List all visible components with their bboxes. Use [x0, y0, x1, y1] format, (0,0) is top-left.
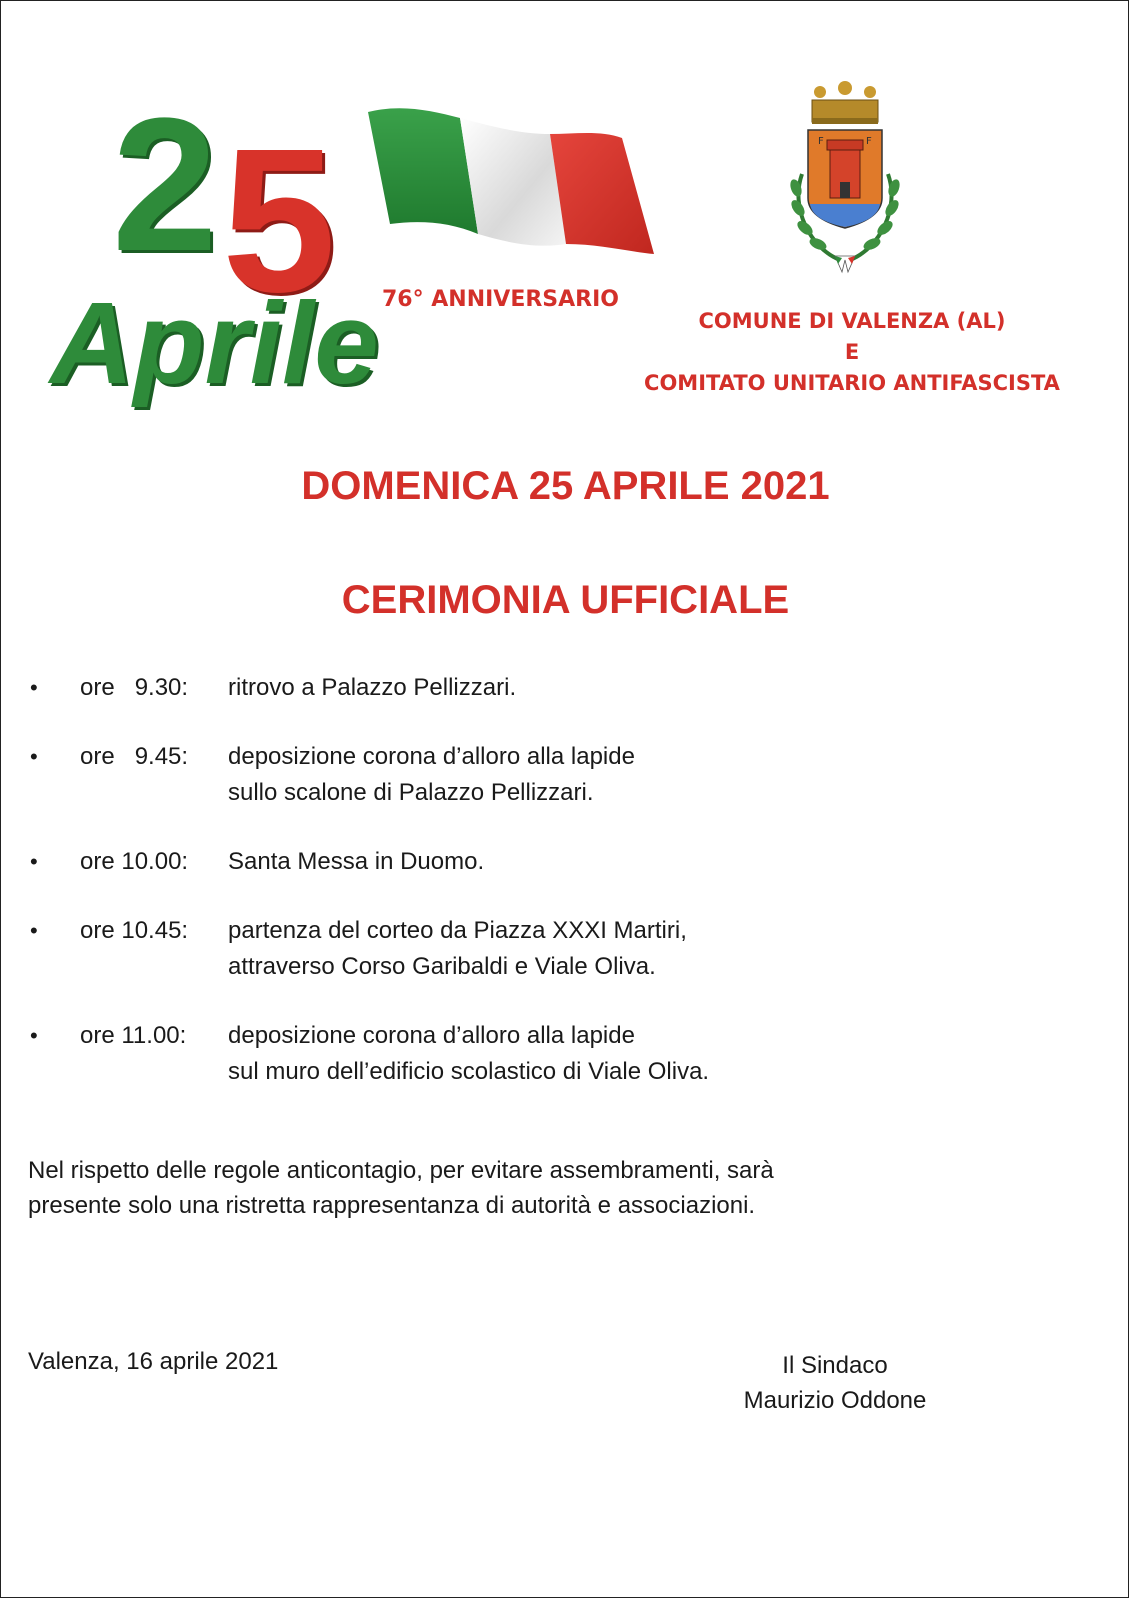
schedule-time: ore 9.45:	[80, 743, 189, 770]
schedule-item	[30, 739, 1090, 811]
valenza-coat-of-arms-icon	[780, 78, 910, 278]
schedule-item	[30, 844, 1090, 880]
logo-number-2: 2	[112, 79, 212, 291]
notice-line: Nel rispetto delle regole anticontagio, per evitare assembramenti, sarà	[28, 1157, 774, 1184]
italian-flag-icon	[360, 104, 660, 264]
anniversary-label: 76° ANNIVERSARIO	[382, 287, 620, 312]
schedule-description: sul muro dell’edificio scolastico di Viale Oliva.	[228, 1058, 710, 1085]
logo-word-aprile: Aprile	[50, 278, 379, 408]
event-date-heading: DOMENICA 25 APRILE 2021	[301, 464, 830, 508]
schedule-time: ore 11.00:	[80, 1022, 187, 1049]
signatory-role: Il Sindaco	[782, 1352, 888, 1379]
svg-text:F: F	[866, 136, 872, 147]
schedule-description: attraverso Corso Garibaldi e Viale Oliva.	[228, 953, 656, 980]
schedule-list	[30, 670, 1090, 1123]
svg-text:F: F	[818, 136, 824, 147]
schedule-description: sullo scalone di Palazzo Pellizzari.	[228, 779, 594, 806]
logo-25-aprile	[40, 79, 660, 430]
signature-block	[700, 1348, 970, 1418]
schedule-description: partenza del corteo da Piazza XXXI Martiri,	[228, 917, 687, 944]
organizer-conjunction: E	[844, 340, 860, 364]
ceremony-heading: CERIMONIA UFFICIALE	[341, 578, 790, 622]
schedule-description: deposizione corona d’alloro alla lapide	[228, 1022, 635, 1049]
covid-notice	[28, 1153, 1108, 1223]
bullet-icon: •	[30, 675, 38, 700]
logo-number-5: 5	[222, 106, 337, 335]
organizers-block	[612, 306, 1092, 399]
place-and-date: Valenza, 16 aprile 2021	[28, 1348, 279, 1375]
bullet-icon: •	[30, 744, 38, 769]
bullet-icon: •	[30, 918, 38, 943]
signatory-name: Maurizio Oddone	[743, 1387, 927, 1414]
schedule-item	[30, 1018, 1090, 1090]
schedule-item	[30, 913, 1090, 985]
organizer-comune: COMUNE DI VALENZA (AL)	[698, 309, 1006, 333]
bullet-icon: •	[30, 849, 38, 874]
schedule-description: Santa Messa in Duomo.	[228, 848, 485, 875]
schedule-item	[30, 670, 1090, 706]
schedule-description: deposizione corona d’alloro alla lapide	[228, 743, 635, 770]
schedule-time: ore 10.00:	[80, 848, 189, 875]
schedule-time: ore 9.30:	[80, 674, 189, 701]
schedule-description: ritrovo a Palazzo Pellizzari.	[228, 674, 517, 701]
schedule-time: ore 10.45:	[80, 917, 189, 944]
notice-line: presente solo una ristretta rappresentanza di autorità e associazioni.	[28, 1192, 756, 1219]
bullet-icon: •	[30, 1023, 38, 1048]
organizer-comitato: COMITATO UNITARIO ANTIFASCISTA	[644, 371, 1060, 395]
